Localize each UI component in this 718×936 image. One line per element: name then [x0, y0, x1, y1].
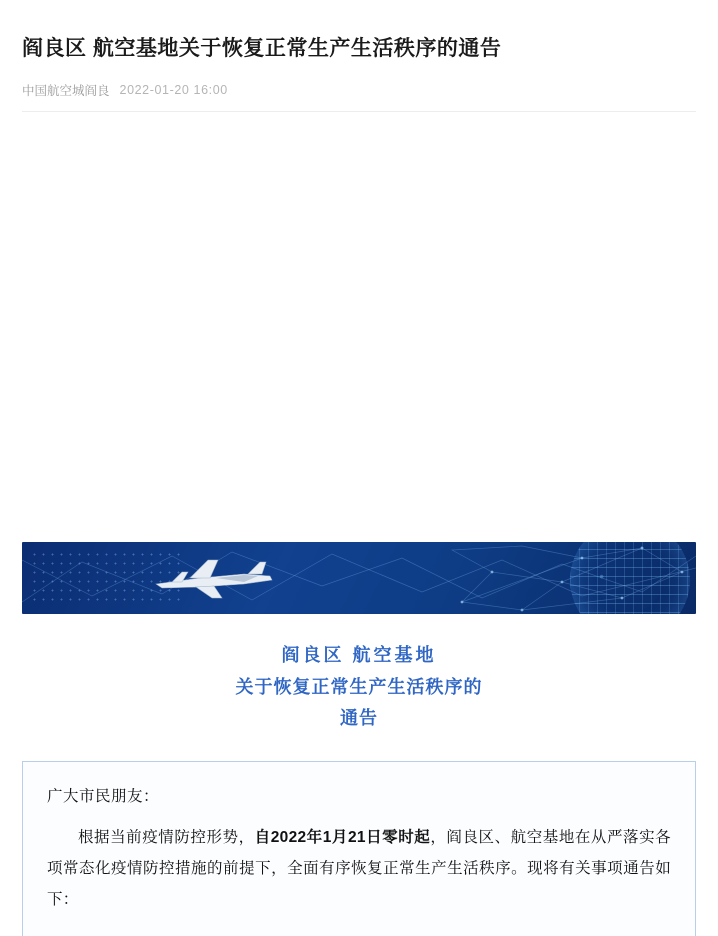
notice-body: [22, 761, 696, 936]
headline-line-3: 通告: [340, 708, 378, 729]
body-paragraph: [47, 822, 671, 915]
document-headline: [0, 640, 718, 735]
article-page: [0, 14, 718, 524]
banner-network-lines-icon: [22, 542, 696, 614]
banner-image: [22, 542, 696, 614]
paragraph-suffix: ，阎良区、航空基地在从严落实各项常态化疫情防控措施的前提下，全面有序恢复正常生产生活秩序。现将有关事项通告如下：: [47, 828, 671, 908]
headline-line-2: 关于恢复正常生产生活秩序的: [235, 676, 483, 697]
header-divider: [22, 111, 696, 112]
article-meta: [22, 81, 696, 99]
page-title: 阎良区 航空基地关于恢复正常生产生活秩序的通告: [22, 37, 502, 61]
fighter-jet-icon: [152, 554, 277, 602]
salutation: 广大市民朋友：: [47, 787, 160, 805]
article-date: 2022-01-20 16:00: [119, 83, 228, 98]
headline-line-1: 阎良区 航空基地: [281, 645, 437, 666]
paragraph-prefix: 根据当前疫情防控形势，: [78, 828, 255, 846]
article-source: 中国航空城阎良: [22, 84, 110, 99]
paragraph-bold-date: 自2022年1月21日零时起: [254, 828, 431, 846]
